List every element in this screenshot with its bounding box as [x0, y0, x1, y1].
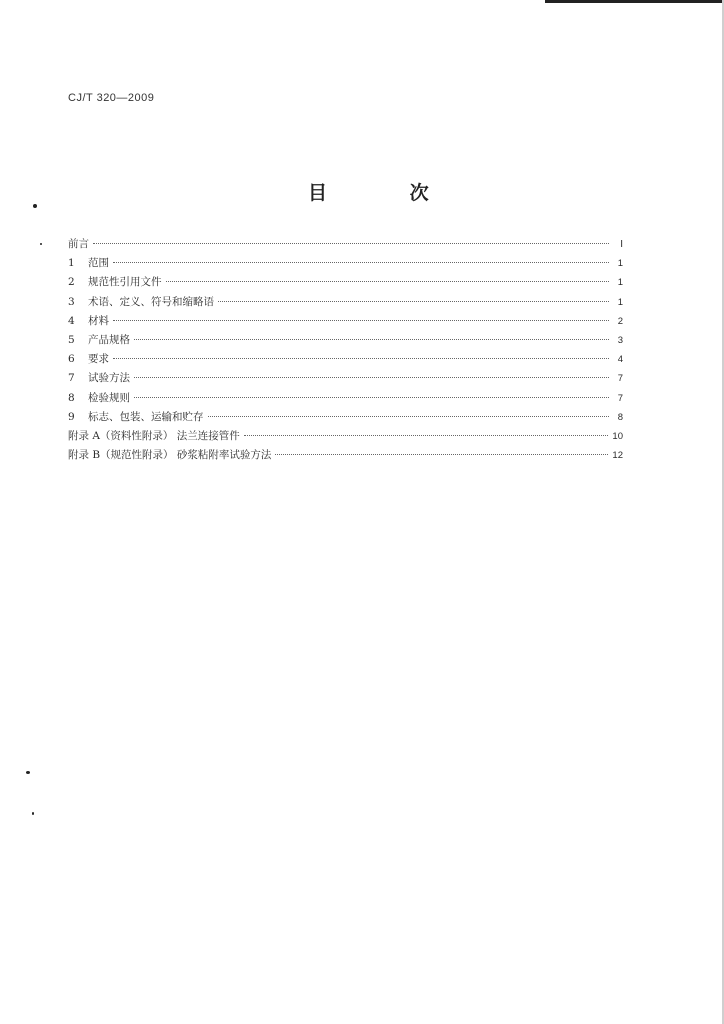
toc-leader-dots [113, 358, 609, 359]
toc-entry-label: 前言 [68, 238, 89, 250]
toc-entry-page: 8 [617, 411, 623, 423]
table-of-contents [68, 236, 623, 466]
scan-speck [26, 771, 30, 774]
toc-entry-appendix-b[interactable] [68, 447, 623, 466]
scan-speck [32, 812, 34, 815]
toc-entry-test-methods[interactable] [68, 370, 623, 389]
toc-entry-number: 1 [68, 257, 75, 270]
toc-entry-number: 2 [68, 276, 75, 289]
toc-entry-number: 5 [68, 333, 75, 346]
toc-entry-requirements[interactable] [68, 351, 623, 370]
toc-entry-product-specs[interactable] [68, 332, 623, 351]
toc-leader-dots [275, 454, 608, 455]
toc-entry-page: 7 [617, 373, 623, 385]
toc-leader-dots [134, 377, 609, 378]
toc-entry-scope[interactable] [68, 255, 623, 274]
toc-entry-page: 12 [612, 450, 623, 462]
toc-entry-normative-references[interactable] [68, 274, 623, 293]
toc-leader-dots [113, 320, 609, 321]
toc-leader-dots [134, 339, 609, 340]
toc-entry-appendix-a[interactable] [68, 428, 623, 447]
toc-leader-dots [113, 262, 609, 263]
toc-entry-label: 要求 [88, 353, 109, 366]
toc-entry-page: 2 [617, 315, 623, 327]
toc-entry-label: 试验方法 [88, 372, 130, 385]
toc-entry-number: 7 [68, 372, 75, 385]
toc-entry-label: 范围 [88, 257, 109, 270]
toc-entry-label: 产品规格 [88, 333, 130, 346]
toc-leader-dots [218, 301, 609, 302]
toc-entry-materials[interactable] [68, 313, 623, 332]
scan-speck [33, 204, 37, 208]
toc-entry-page: 3 [617, 334, 623, 346]
scan-edge-top [545, 0, 724, 3]
toc-entry-foreword[interactable] [68, 236, 623, 255]
document-code: CJ/T 320—2009 [68, 92, 155, 104]
toc-entry-label: 附录 B（规范性附录） 砂浆粘附率试验方法 [68, 449, 272, 462]
toc-entry-number: 4 [68, 314, 75, 327]
toc-entry-label: 术语、定义、符号和缩略语 [88, 295, 214, 308]
toc-entry-page: 1 [617, 277, 623, 289]
toc-leader-dots [166, 281, 610, 282]
toc-leader-dots [244, 435, 609, 436]
toc-entry-page: 1 [617, 296, 623, 308]
toc-entry-number: 3 [68, 295, 75, 308]
toc-leader-dots [93, 243, 609, 244]
toc-entry-marking-packaging[interactable] [68, 409, 623, 428]
toc-entry-label: 检验规则 [88, 391, 130, 404]
toc-entry-page: 4 [617, 354, 623, 366]
toc-leader-dots [134, 397, 609, 398]
scan-speck [40, 243, 42, 245]
toc-entry-label: 标志、包装、运输和贮存 [88, 410, 204, 423]
toc-entry-page: Ⅰ [620, 239, 623, 250]
toc-entry-terms-definitions[interactable] [68, 294, 623, 313]
toc-entry-label: 材料 [88, 314, 109, 327]
toc-entry-number: 9 [68, 410, 75, 423]
toc-entry-page: 1 [617, 258, 623, 270]
toc-entry-number: 8 [68, 391, 75, 404]
toc-entry-number: 6 [68, 353, 75, 366]
toc-entry-inspection-rules[interactable] [68, 390, 623, 409]
toc-title: 目 次 [308, 182, 467, 204]
toc-entry-label: 附录 A（资料性附录） 法兰连接管件 [68, 429, 240, 442]
toc-leader-dots [208, 416, 610, 417]
toc-entry-page: 7 [617, 392, 623, 404]
toc-entry-page: 10 [612, 430, 623, 442]
toc-entry-label: 规范性引用文件 [88, 276, 162, 289]
